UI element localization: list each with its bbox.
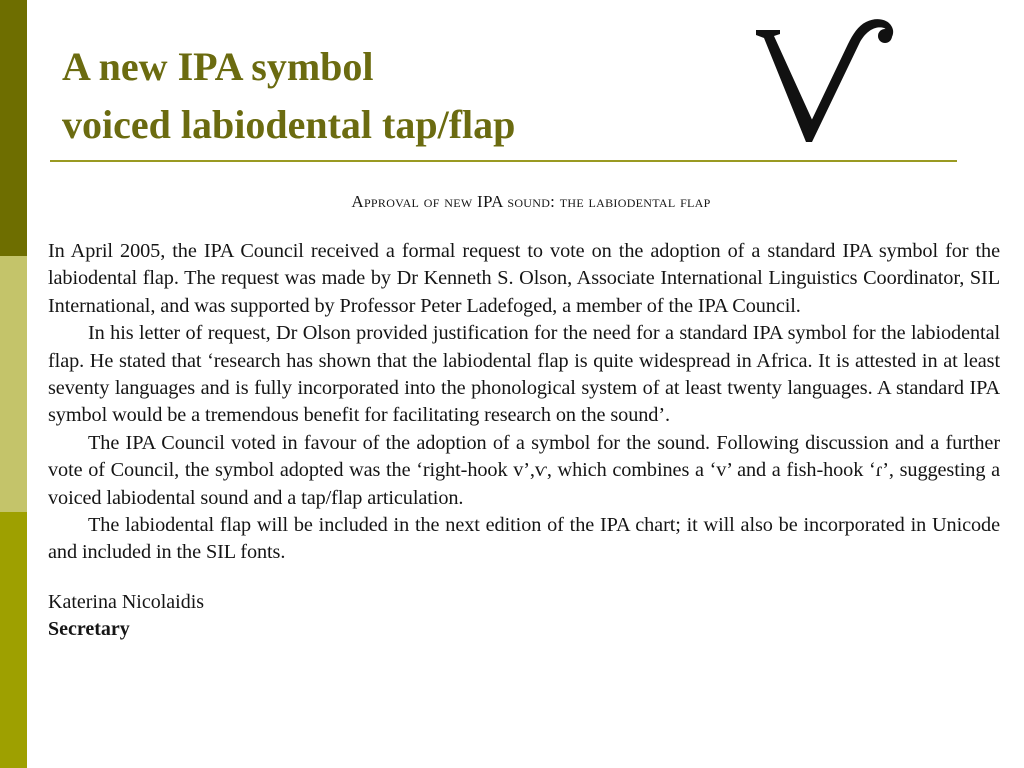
- slide-title-line-1: A new IPA symbol: [62, 44, 374, 89]
- slide-title-line-2: voiced labiodental tap/flap: [62, 102, 516, 147]
- side-bar-mid-segment: [0, 512, 27, 768]
- article-paragraph-4: The labiodental flap will be included in the next edition of the IPA chart; it will also be incorporated in Unicode and included in the SIL fonts.: [48, 514, 1000, 564]
- signature-role: Secretary: [48, 617, 130, 640]
- side-bar-dark-segment: [0, 0, 27, 256]
- signature-name: Katerina Nicolaidis: [48, 590, 205, 613]
- side-color-bar: [0, 0, 27, 768]
- article-paragraph-2: In his letter of request, Dr Olson provided justification for the need for a standard IPA symbol for the labiodental flap. He stated that ‘research has shown that the labiodental flap is quite widespread in Africa. It is attested in at least seventy languages and is fully incorporated into the phonological system of at least twenty languages. A standard IPA symbol would be a tremendous benefit for facilitating research on the sound’.: [48, 322, 1000, 427]
- article-paragraph-1: In April 2005, the IPA Council received a formal request to vote on the adoption of a standard IPA symbol for the labiodental flap. The request was made by Dr Kenneth S. Olson, Associate International Linguistics Coordinator, SIL International, and was supported by Professor Peter Ladefoged, a member of the IPA Council.: [48, 240, 1000, 317]
- slide-title: [62, 38, 515, 154]
- article-paragraph-3: The IPA Council voted in favour of the adoption of a symbol for the sound. Following discussion and a further vote of Council, the symbol adopted was the ‘right-hook v’,ⱱ, which combines a ‘v’ and a fish-hook ‘ɾ’, suggesting a voiced labiodental sound and a tap/flap articulation.: [48, 431, 1000, 509]
- article-scan: [48, 192, 1000, 643]
- title-divider: [50, 160, 957, 162]
- signature-block: [48, 589, 1000, 643]
- side-bar-light-segment: [0, 256, 27, 512]
- labiodental-flap-symbol-icon: [752, 6, 902, 146]
- article-heading: Approval of new IPA sound: the labiodental flap: [351, 192, 711, 211]
